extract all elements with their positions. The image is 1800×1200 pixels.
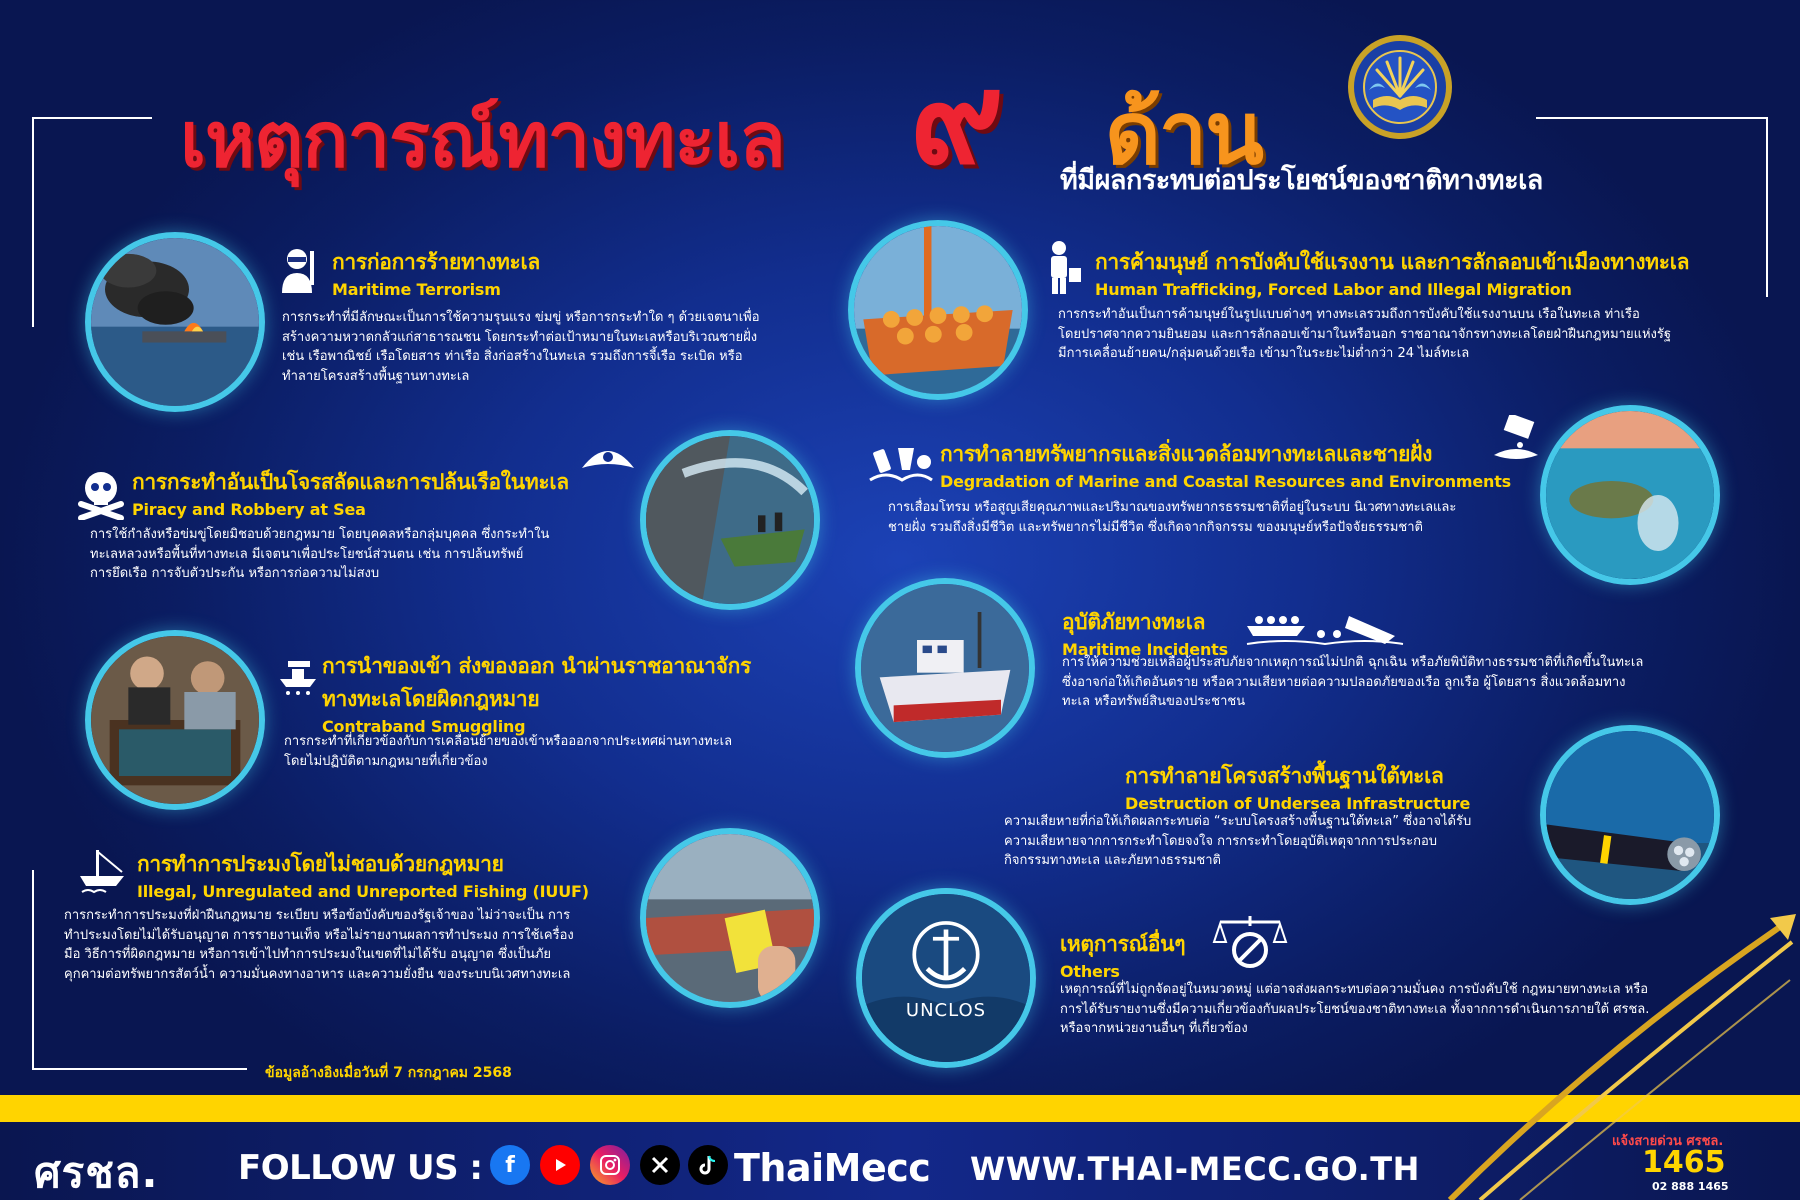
- instagram-icon[interactable]: [590, 1145, 630, 1185]
- section-title-en: Contraband Smuggling: [322, 717, 526, 736]
- title-number: ๙: [910, 43, 1004, 193]
- human-trafficking-icon: [1045, 240, 1085, 294]
- section-title-en: Maritime Terrorism: [332, 280, 501, 299]
- section-title-th: การค้ามนุษย์ การบังคับใช้แรงงาน และการลักลอบเข้าเมืองทางทะเล: [1095, 250, 1690, 274]
- page-title: [180, 43, 1543, 196]
- scales-prohibition-icon: [1210, 912, 1290, 972]
- section-title-th: อุบัติภัยทางทะเล: [1062, 610, 1206, 634]
- section-title-en: Destruction of Undersea Infrastructure: [1125, 794, 1471, 813]
- hotline-number[interactable]: 1465: [1642, 1145, 1726, 1180]
- section-description: การกระทำการประมงที่ฝ่าฝืนกฎหมาย ระเบียบ หรือข้อบังคับของรัฐเจ้าของ ไม่ว่าจะเป็น การ ทำประมงโดยไม่ได้รับอนุญาต การรายงานเท็จ หรือไม่รายงานผลการทำประมง การใช้เครื่อง มือ วิธีการที่ผิดกฎหมาย หรือการเข้าไปทำการประมงในเขตที่ไม่ได้รับ อนุญาต ซึ่งเป็นภัย คุกคามต่อทรัพยากรสัตว์น้ำ ความมั่นคงทางอาหาร และความยั่งยืน ของระบบนิเวศทางทะเล: [64, 908, 574, 982]
- frame-line: [32, 117, 34, 327]
- fishing-boat-icon: [76, 846, 128, 896]
- section-human-trafficking-body: [1058, 293, 1758, 364]
- hotline-label: แจ้งสายด่วน ศรชล.: [1612, 1134, 1724, 1149]
- section-description: การให้ความช่วยเหลือผู้ประสบภัยจากเหตุการณ์ไม่ปกติ ฉุกเฉิน หรือภัยพิบัติทางธรรมชาติที่เกิดขึ้นในทะเล ซึ่งอาจก่อให้เกิดอันตราย หรือความเสียหายต่อความปลอดภัยของเรือ ลูกเรือ ผู้โดยสาร สิ่งแวดล้อมทาง ทะเล หรือทรัพย์สินของประชาชน: [1062, 655, 1644, 709]
- section-title-en: Maritime Incidents: [1062, 640, 1228, 659]
- section-title-en: Piracy and Robbery at Sea: [132, 500, 366, 519]
- title-suffix: ด้าน: [1105, 84, 1262, 184]
- section-piracy: [132, 466, 569, 519]
- section-maritime-terrorism: [332, 246, 540, 299]
- section-maritime-terrorism-body: [282, 296, 812, 386]
- marine-pollution-icon: [868, 440, 934, 486]
- oil-spill-icon: [1490, 415, 1542, 465]
- website-link[interactable]: WWW.THAI-MECC.GO.TH: [970, 1150, 1420, 1188]
- frame-line: [1536, 117, 1768, 119]
- section-description: ความเสียหายที่ก่อให้เกิดผลกระทบต่อ “ระบบโครงสร้างพื้นฐานใต้ทะเล” ซึ่งอาจได้รับ ความเสียหายจากการกระทำโดยจงใจ การกระทำโดยอุบัติเหตุจากการประกอบ กิจกรรมทางทะเล และภัยทางธรรมชาติ: [1004, 814, 1472, 868]
- section-title-th: การทำลายทรัพยากรและสิ่งแวดล้อมทางทะเลและชายฝั่ง: [940, 442, 1433, 466]
- tiktok-icon[interactable]: [688, 1145, 728, 1185]
- title-subtitle: ที่มีผลกระทบต่อประโยชน์ของชาติทางทะเล: [1060, 165, 1543, 196]
- unclos-label: UNCLOS: [905, 1000, 987, 1021]
- golden-arrow-graphic: [1440, 900, 1800, 1200]
- section-description: การเสื่อมโทรม หรือสูญเสียคุณภาพและปริมาณของทรัพยากรธรรมชาติที่อยู่ในระบบ นิเวศทางทะเลและ ชายฝั่ง รวมถึงสิ่งมีชีวิต และทรัพยากรไม่มีชีวิต ซึ่งเกิดจากกิจกรรม ของมนุษย์หรือปัจจัยธรรมชาติ: [888, 500, 1457, 535]
- section-title-th: การก่อการร้ายทางทะเล: [332, 250, 540, 274]
- section-title-th: การทำการประมงโดยไม่ชอบด้วยกฎหมาย: [137, 852, 504, 876]
- thai-mecc-seal-logo: [1347, 34, 1453, 140]
- pirate-hat-icon: [580, 440, 636, 480]
- human-trafficking-photo: [848, 220, 1028, 400]
- section-undersea-infrastructure-body: [1004, 800, 1524, 871]
- section-illegal-fishing-body: [64, 894, 654, 984]
- section-description: เหตุการณ์ที่ไม่ถูกจัดอยู่ในหมวดหมู่ แต่อาจส่งผลกระทบต่อความมั่นคง การบังคับใช้ กฎหมายทางทะเล หรือ การได้รับรายงานซึ่งมีความเกี่ยวข้องกับผลประโยชน์ของชาติทางทะเล ทั้งจากการดำเนินการภายใต้ ศรชล. หรือจากหน่วยงานอื่นๆ ที่เกี่ยวข้อง: [1060, 982, 1650, 1036]
- frame-line: [32, 1068, 247, 1070]
- unclos-emblem-photo: [856, 888, 1036, 1068]
- footer-logo: ศรชล.: [34, 1148, 159, 1197]
- section-contraband-smuggling-body: [284, 720, 804, 771]
- section-title-en: Human Trafficking, Forced Labor and Illegal Migration: [1095, 280, 1572, 299]
- social-handle[interactable]: ThaiMecc: [734, 1146, 931, 1190]
- piracy-photo: [640, 430, 820, 610]
- section-description: การกระทำที่เกี่ยวข้องกับการเคลื่อนย้ายของเข้าหรือออกจากประเทศผ่านทางทะเล โดยไม่ปฏิบัติตามกฎหมายที่เกี่ยวข้อง: [284, 734, 733, 769]
- terrorist-icon: [280, 247, 322, 293]
- title-main: เหตุการณ์ทางทะเล: [180, 95, 785, 184]
- section-title-en: Degradation of Marine and Coastal Resources and Environments: [940, 472, 1512, 491]
- section-resource-degradation: [940, 438, 1511, 491]
- section-title-th: การกระทำอันเป็นโจรสลัดและการปล้นเรือในทะเล: [132, 470, 569, 494]
- maritime-incident-photo: [855, 578, 1035, 758]
- marine-degradation-photo: [1540, 405, 1720, 585]
- section-resource-degradation-body: [888, 486, 1528, 537]
- facebook-icon[interactable]: f: [490, 1145, 530, 1185]
- section-title-th: การนำของเข้า ส่งของออก นำผ่านราชอาณาจักร: [322, 654, 752, 678]
- section-description: การกระทำอันเป็นการค้ามนุษย์ในรูปแบบต่างๆ ทางทะเลรวมถึงการบังคับใช้แรงงานบน เรือในทะเล ท่าเรือ โดยปราศจากความยินยอม และการลักลอบเข้ามาในหรือนอก ราชอาณาจักรทางทะเลโดยฝ่าฝืนกฎหมายแห่งรัฐ มีการเคลื่อนย้ายคน/กลุ่มคนด้วยเรือ เข้ามาในระยะไม่ต่ำกว่า 24 ไมล์ทะเล: [1058, 307, 1672, 361]
- section-human-trafficking: [1095, 246, 1689, 299]
- smuggling-boat-icon: [278, 657, 318, 697]
- section-title-en: Illegal, Unregulated and Unreported Fishing (IUUF): [137, 882, 589, 901]
- frame-line: [32, 870, 34, 1070]
- frame-line: [32, 117, 152, 119]
- undersea-cable-photo: [1540, 725, 1720, 905]
- section-description: การกระทำที่มีลักษณะเป็นการใช้ความรุนแรง ข่มขู่ หรือการกระทำใด ๆ ด้วยเจตนาเพื่อ สร้างความหวาดกลัวแก่สาธารณชน โดยกระทำต่อเป้าหมายในทะเลหรือบริเวณชายฝั่ง เช่น เรือพาณิชย์ เรือโดยสาร ท่าเรือ สิ่งก่อสร้างในทะเล รวมถึงการจี้เรือ ระเบิด หรือ ทำลายโครงสร้างพื้นฐานทางทะเล: [282, 310, 760, 384]
- contraband-smuggling-photo: [85, 630, 265, 810]
- maritime-terrorism-photo: [85, 232, 265, 412]
- section-title-th-line2: ทางทะเลโดยผิดกฎหมาย: [322, 687, 540, 711]
- youtube-icon[interactable]: [540, 1145, 580, 1185]
- section-title-th: เหตุการณ์อื่นๆ: [1060, 932, 1186, 956]
- section-maritime-incidents-body: [1062, 641, 1712, 712]
- follow-us-label: FOLLOW US :: [238, 1148, 483, 1188]
- x-icon[interactable]: [640, 1145, 680, 1185]
- section-title-th: การทำลายโครงสร้างพื้นฐานใต้ทะเล: [1125, 764, 1444, 788]
- section-piracy-body: [90, 513, 640, 584]
- hotline-phone[interactable]: 02 888 1465: [1652, 1180, 1729, 1193]
- illegal-fishing-photo: [640, 828, 820, 1008]
- section-title-en: Others: [1060, 962, 1120, 981]
- frame-line: [1766, 117, 1768, 297]
- source-note: ข้อมูลอ้างอิงเมื่อวันที่ 7 กรกฎาคม 2568: [265, 1065, 512, 1081]
- section-description: การใช้กำลังหรือข่มขู่โดยมิชอบด้วยกฎหมาย โดยบุคคลหรือกลุ่มบุคคล ซึ่งกระทำใน ทะเลหลวงหรือพื้นที่ทางทะเล มีเจตนาเพื่อประโยชน์ส่วนตน เช่น การปล้นทรัพย์ การยึดเรือ การจับตัวประกัน หรือการก่อความไม่สงบ: [90, 527, 550, 581]
